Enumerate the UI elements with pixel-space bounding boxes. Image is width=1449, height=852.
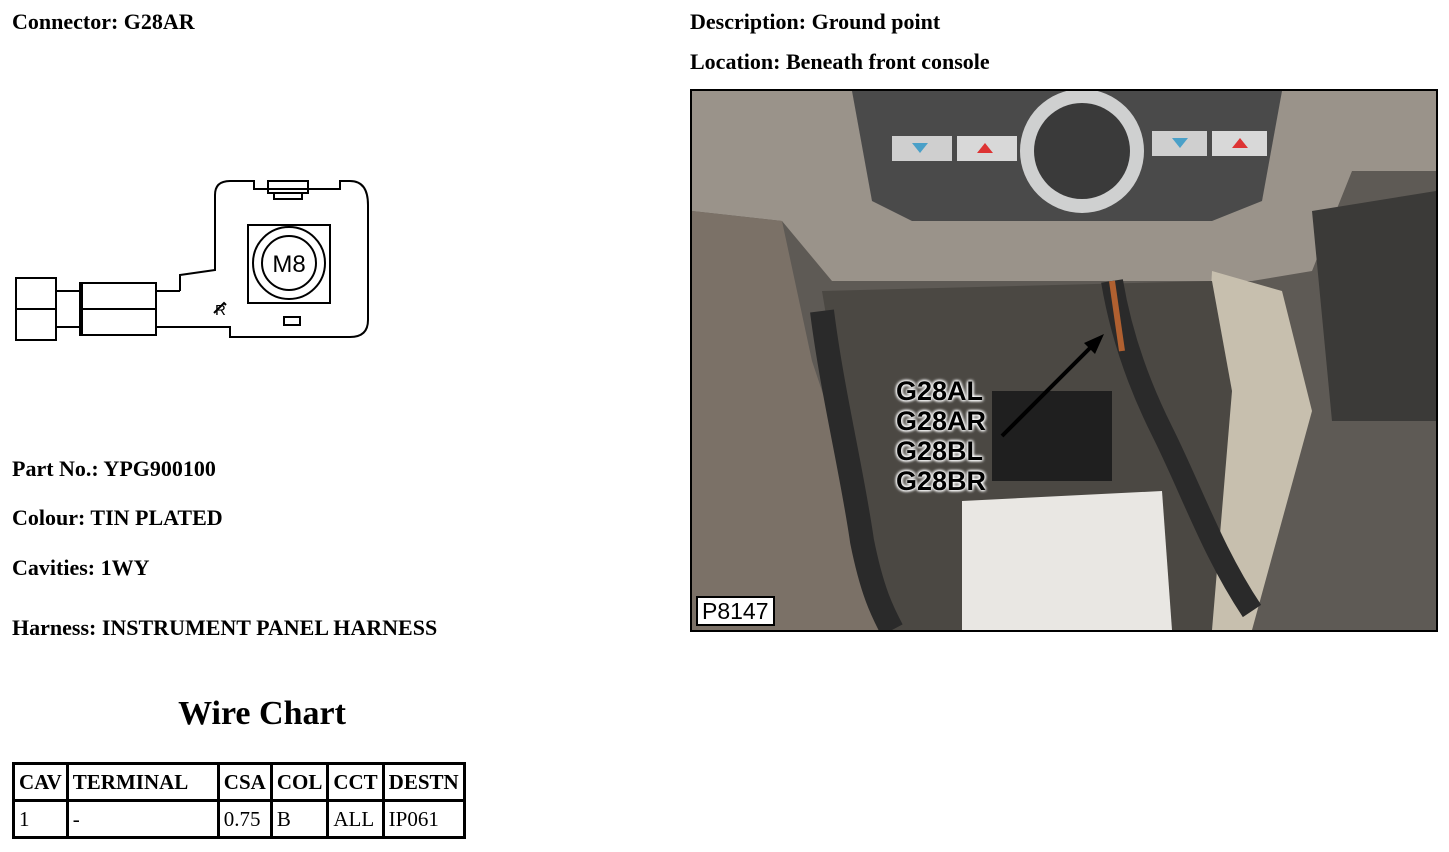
- cell-terminal: -: [67, 801, 218, 838]
- column-header-destn: DESTN: [383, 764, 464, 801]
- part-number: Part No.: YPG900100: [12, 456, 216, 481]
- column-header-cav: CAV: [14, 764, 68, 801]
- location-photo: [690, 89, 1438, 632]
- wire-chart-header-row: [14, 764, 465, 801]
- column-header-cct: CCT: [328, 764, 383, 801]
- callout-g28bl: G28BL: [896, 436, 984, 466]
- column-header-csa: CSA: [218, 764, 271, 801]
- colour: Colour: TIN PLATED: [12, 505, 223, 530]
- column-header-terminal: TERMINAL: [67, 764, 218, 801]
- callout-g28ar: G28AR: [896, 406, 987, 436]
- column-header-col: COL: [271, 764, 328, 801]
- callout-g28br: G28BR: [896, 466, 987, 496]
- connector-diagram: [10, 175, 380, 350]
- photo-reference-code: P8147: [696, 596, 775, 626]
- table-row: [14, 801, 465, 838]
- cavities: Cavities: 1WY: [12, 555, 150, 580]
- orientation-mark-text: R: [215, 302, 226, 319]
- cell-col: B: [271, 801, 328, 838]
- callout-g28al: G28AL: [896, 376, 984, 406]
- description-label: Description: Ground point: [690, 9, 941, 34]
- stud-size-text: M8: [272, 251, 306, 278]
- cell-cav: 1: [14, 801, 68, 838]
- location-label: Location: Beneath front console: [690, 49, 990, 74]
- harness: Harness: INSTRUMENT PANEL HARNESS: [12, 615, 438, 640]
- photo-callout-labels: [896, 376, 986, 496]
- connector-label: Connector: G28AR: [12, 9, 195, 34]
- cell-destn: IP061: [383, 801, 464, 838]
- cell-csa: 0.75: [218, 801, 271, 838]
- wire-chart-title: Wire Chart: [178, 695, 346, 732]
- cell-cct: ALL: [328, 801, 383, 838]
- photo-illustration: [692, 91, 1436, 630]
- wire-chart-table: [12, 762, 466, 839]
